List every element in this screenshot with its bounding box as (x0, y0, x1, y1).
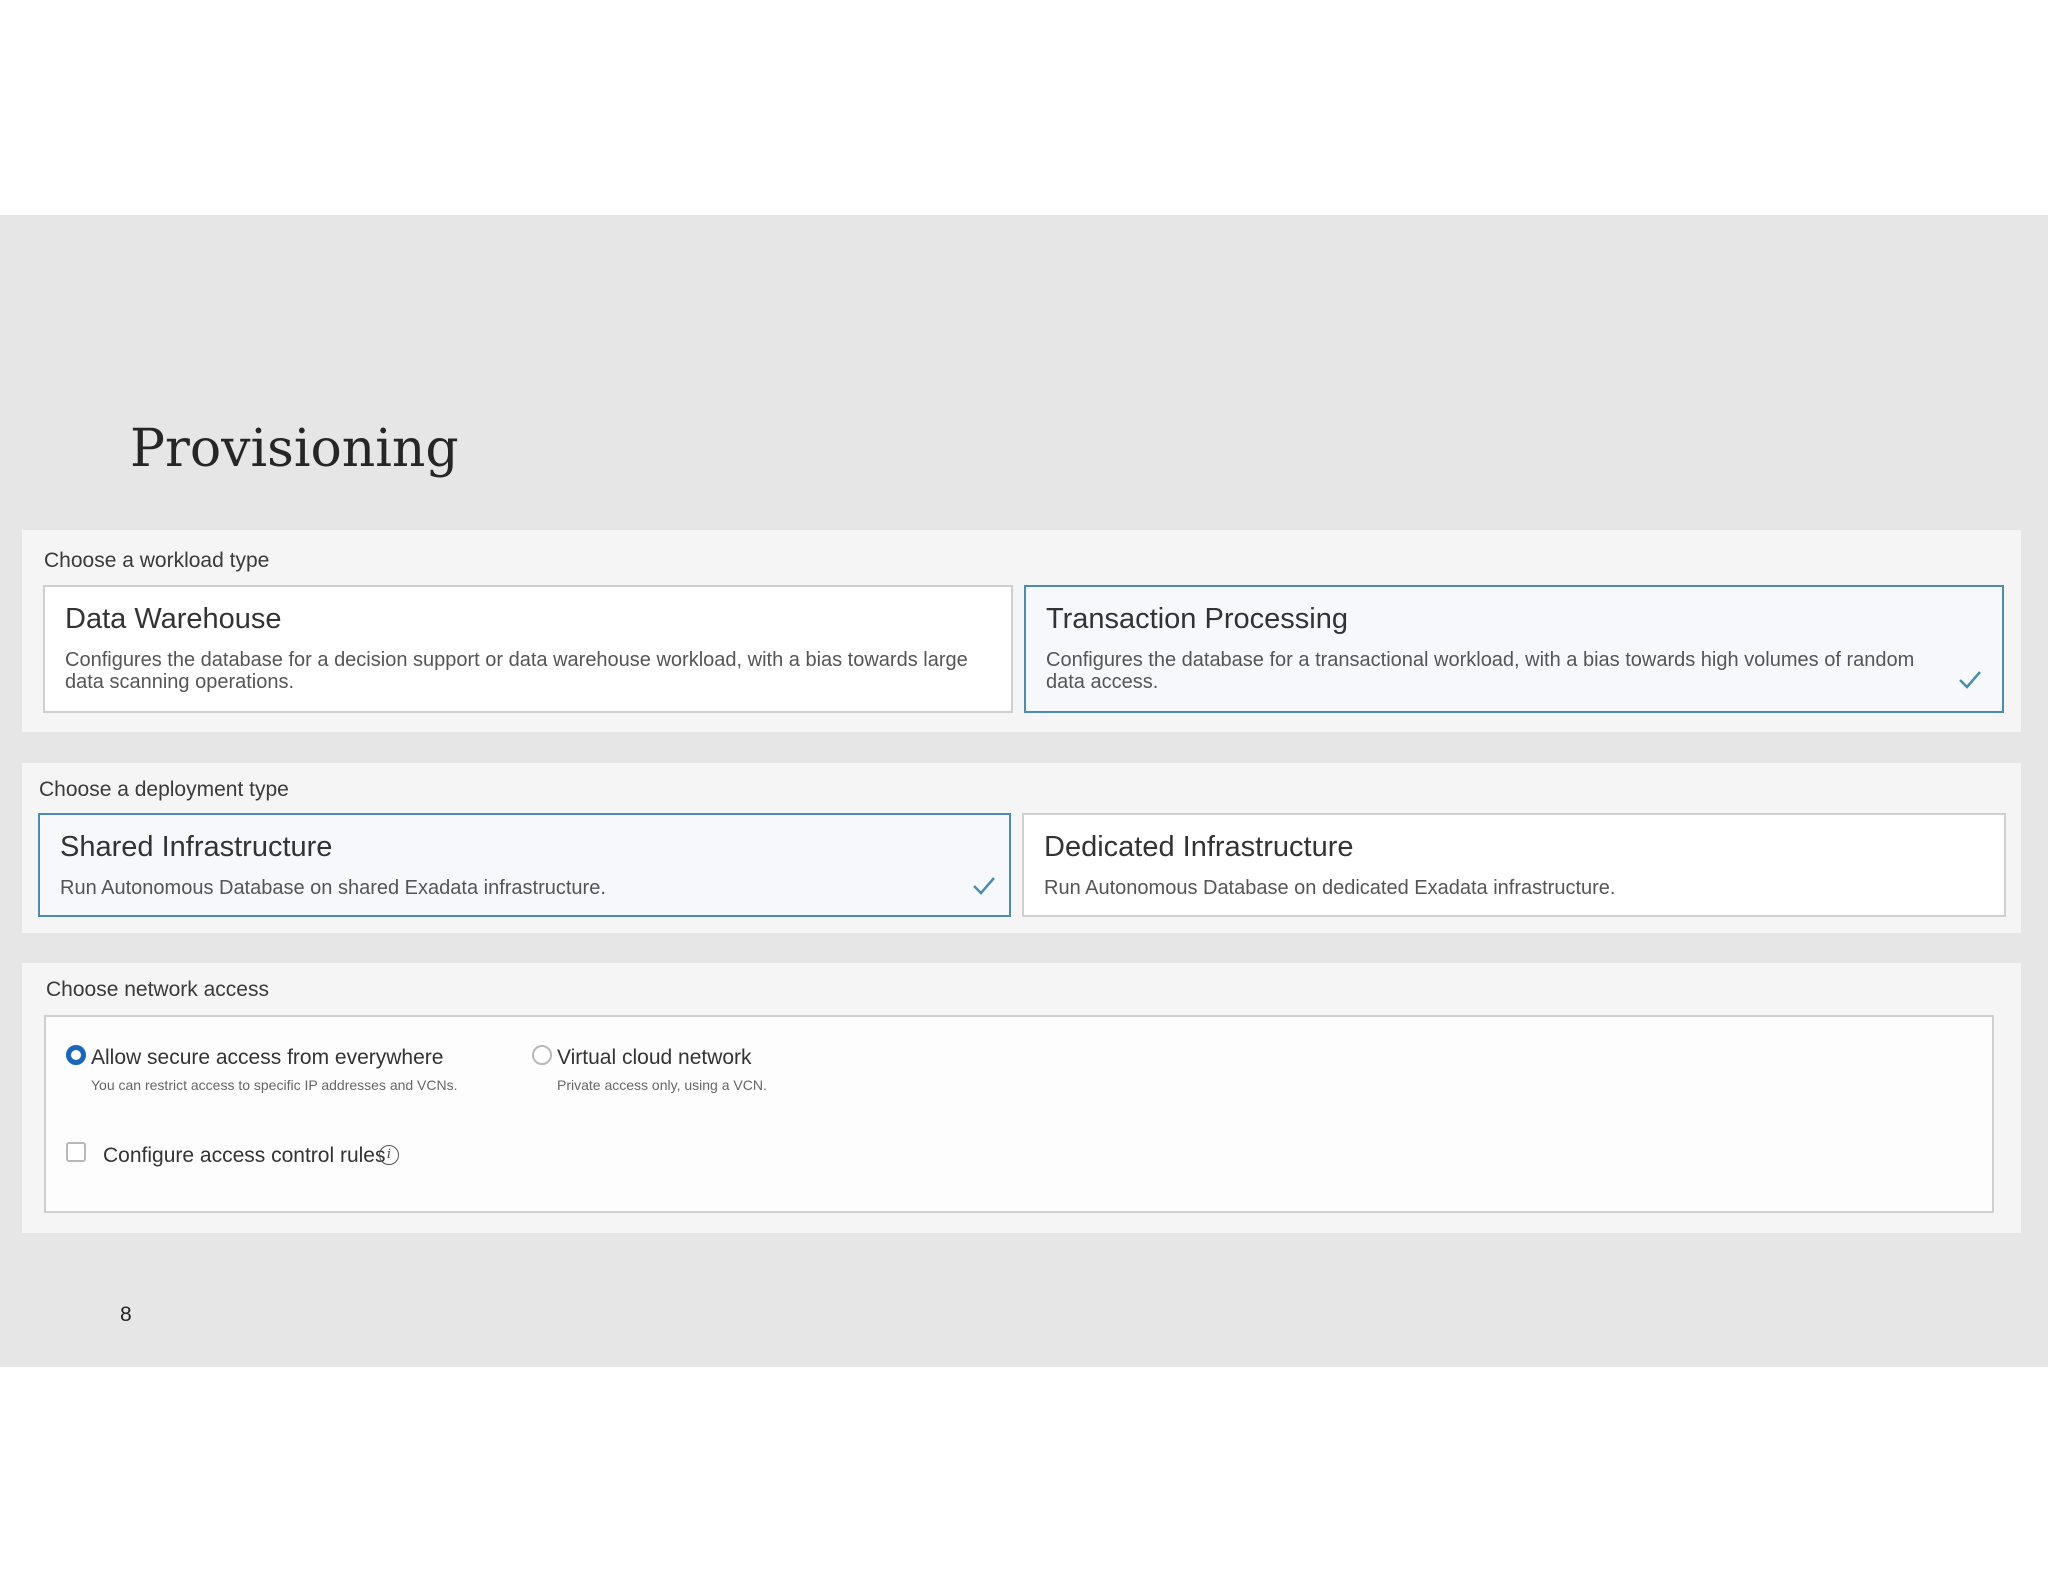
workload-panel (22, 530, 2021, 732)
radio-virtual-cloud-network[interactable] (532, 1045, 552, 1065)
check-icon (972, 875, 996, 897)
page-title: Provisioning (130, 419, 459, 479)
card-description: Configures the database for a decision support or data warehouse workload, with a bias towards large data scanning operations. (65, 649, 968, 693)
deployment-label: Choose a deployment type (39, 778, 289, 801)
network-label: Choose network access (46, 978, 269, 1001)
card-description: Run Autonomous Database on dedicated Exadata infrastructure. (1044, 877, 1616, 899)
radio-label-vcn: Virtual cloud network (557, 1046, 752, 1069)
card-title: Transaction Processing (1046, 603, 1348, 635)
network-panel (22, 963, 2021, 1233)
workload-label: Choose a workload type (44, 549, 270, 572)
access-rules-label: Configure access control rules (103, 1144, 386, 1167)
radio-secure-access-everywhere[interactable] (66, 1045, 86, 1065)
card-description: Configures the database for a transactional workload, with a bias towards high volumes of random data access. (1046, 649, 1915, 693)
workload-card-data-warehouse[interactable] (43, 585, 1013, 713)
radio-label-everywhere: Allow secure access from everywhere (91, 1046, 444, 1069)
radio-sublabel-vcn: Private access only, using a VCN. (557, 1077, 767, 1093)
deployment-card-shared[interactable] (38, 813, 1011, 917)
card-title: Shared Infrastructure (60, 831, 333, 863)
network-options-box (44, 1015, 1994, 1213)
card-description: Run Autonomous Database on shared Exadata infrastructure. (60, 877, 606, 899)
access-rules-checkbox[interactable] (66, 1142, 86, 1162)
card-title: Dedicated Infrastructure (1044, 831, 1354, 863)
slide (0, 215, 2048, 1367)
check-icon (1958, 669, 1982, 691)
radio-sublabel-everywhere: You can restrict access to specific IP addresses and VCNs. (91, 1077, 458, 1093)
deployment-panel (22, 763, 2021, 933)
card-title: Data Warehouse (65, 603, 282, 635)
workload-card-transaction-processing[interactable] (1024, 585, 2004, 713)
deployment-card-dedicated[interactable] (1022, 813, 2006, 917)
page-number: 8 (120, 1303, 132, 1326)
info-icon[interactable]: i (379, 1145, 399, 1165)
